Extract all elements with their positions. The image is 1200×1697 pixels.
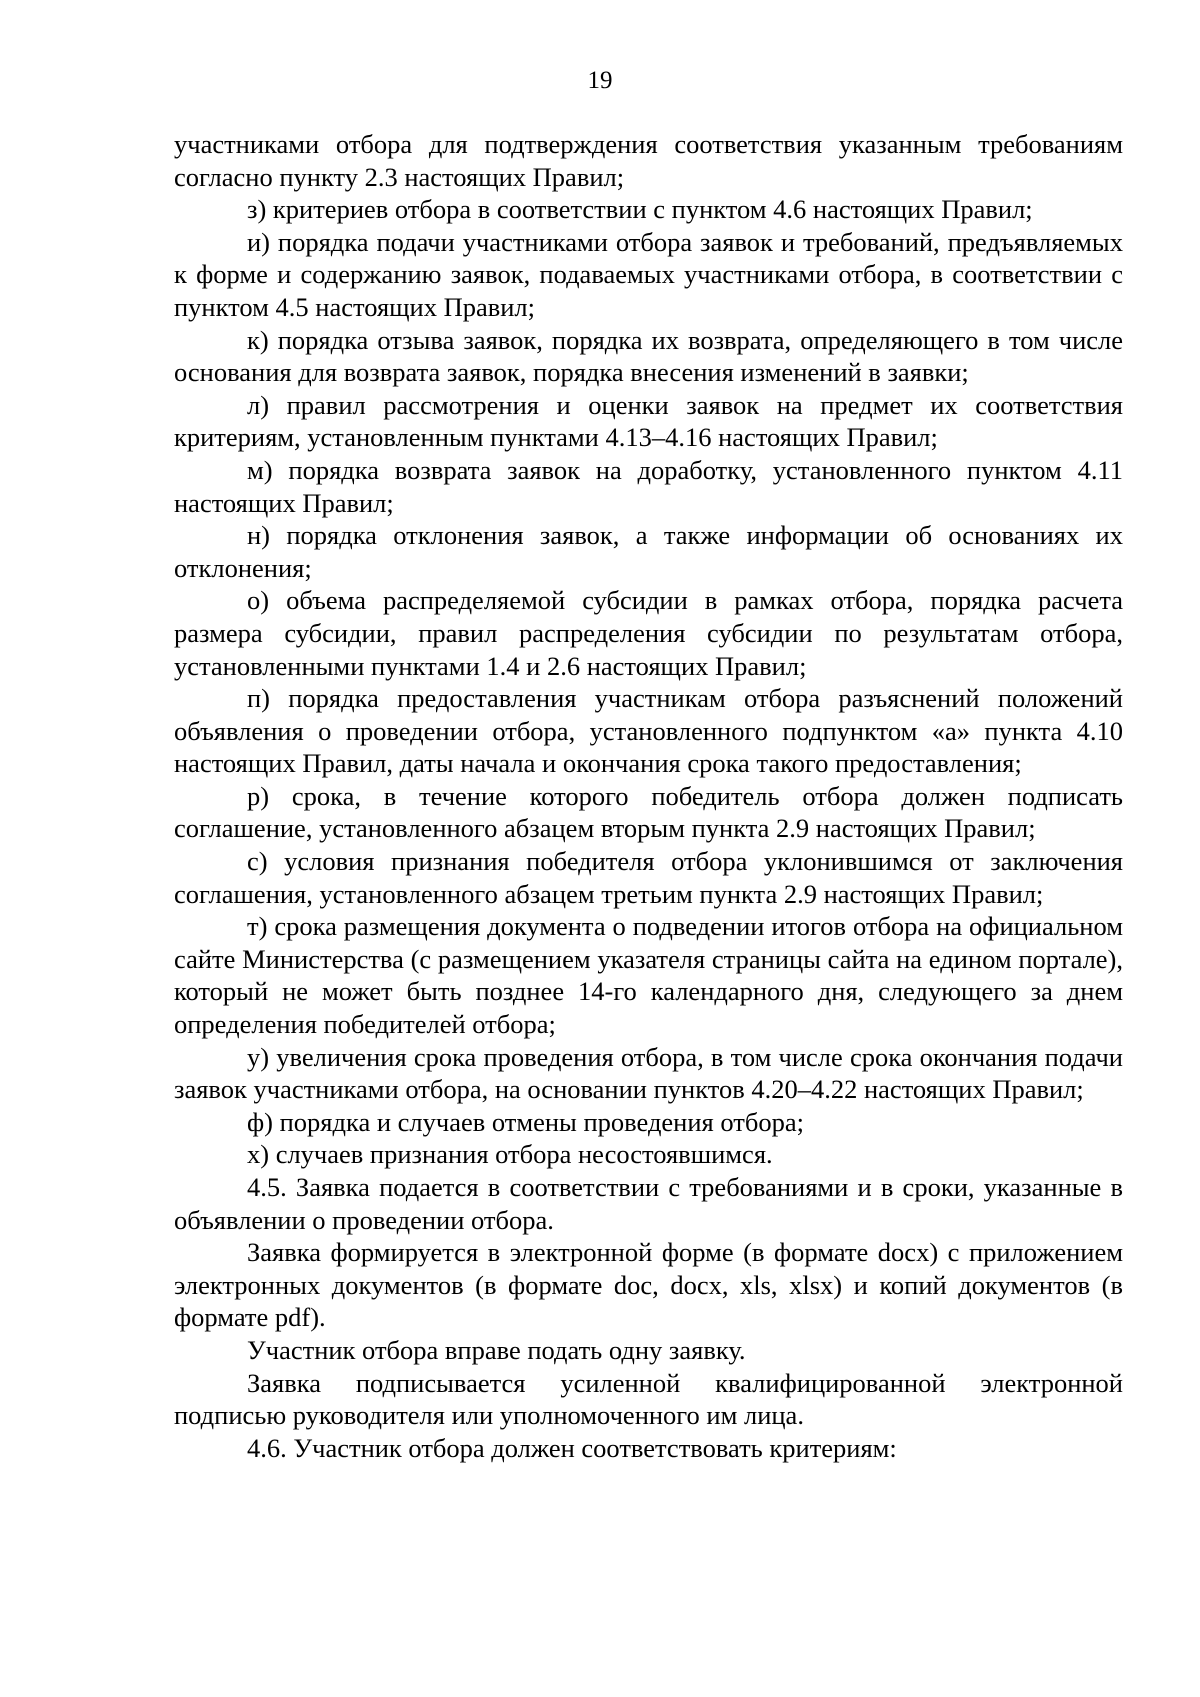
paragraph-item-p: п) порядка предоставления участникам отбора разъяснений положений объявления о проведении отбора, установленного подпунктом «а» пункта 4.10 настоящих Правил, даты начала и окончания срока такого предоставления; <box>174 683 1123 779</box>
paragraph-item-n: н) порядка отклонения заявок, а также информации об основаниях их отклонения; <box>174 520 1123 583</box>
paragraph-item-k: к) порядка отзыва заявок, порядка их возврата, определяющего в том числе основания для возврата заявок, порядка внесения изменений в заявки; <box>174 324 1123 388</box>
paragraph-item-t: т) срока размещения документа о подведении итогов отбора на официальном сайте Министерства (с размещением указателя страницы сайта на едином портале), который не может быть позднее 14-го календарного дня, следующего за днем определения победителей отбора; <box>174 911 1123 1040</box>
paragraph-item-z: з) критериев отбора в соответствии с пунктом 4.6 настоящих Правил; <box>247 194 1033 225</box>
paragraph-one-application: Участник отбора вправе подать одну заявку. <box>247 1334 746 1365</box>
paragraph-item-o: о) объема распределяемой субсидии в рамках отбора, порядка расчета размера субсидии, правил распределения субсидии по результатам отбора, установленными пунктами 1.4 и 2.6 настоящих Правил; <box>174 585 1123 681</box>
paragraph-application-format: Заявка формируется в электронной форме (в формате docx) с приложением электронных документов (в формате doc, docx, xls, xlsx) и копий документов (в формате pdf). <box>174 1237 1123 1333</box>
paragraph-item-l: л) правил рассмотрения и оценки заявок на предмет их соответствия критериям, установленным пунктами 4.13–4.16 настоящих Правил; <box>174 389 1123 453</box>
paragraph-item-s: с) условия признания победителя отбора уклонившимся от заключения соглашения, установленного абзацем третьим пункта 2.9 настоящих Правил; <box>174 846 1123 909</box>
paragraph-signature: Заявка подписывается усиленной квалифицированной электронной подписью руководителя или уполномоченного им лица. <box>174 1367 1123 1431</box>
paragraph-item-i: и) порядка подачи участниками отбора заявок и требований, предъявляемых к форме и содержанию заявок, подаваемых участниками отбора, в соответствии с пунктом 4.5 настоящих Правил; <box>174 226 1123 322</box>
paragraph-item-r: р) срока, в течение которого победитель отбора должен подписать соглашение, установленного абзацем вторым пункта 2.9 настоящих Правил; <box>174 780 1123 844</box>
paragraph-item-u: у) увеличения срока проведения отбора, в том числе срока окончания подачи заявок участниками отбора, на основании пунктов 4.20–4.22 настоящих Правил; <box>174 1041 1123 1105</box>
paragraph-continuation: участниками отбора для подтверждения соответствия указанным требованиям согласно пункту 2.3 настоящих Правил; <box>174 129 1123 192</box>
paragraph-item-kh: х) случаев признания отбора несостоявшимся. <box>247 1139 773 1170</box>
paragraph-section-4-6: 4.6. Участник отбора должен соответствовать критериям: <box>247 1432 897 1463</box>
page-number: 19 <box>587 67 613 94</box>
paragraph-section-4-5: 4.5. Заявка подается в соответствии с требованиями и в сроки, указанные в объявлении о проведении отбора. <box>174 1172 1123 1235</box>
paragraph-item-m: м) порядка возврата заявок на доработку, установленного пунктом 4.11 настоящих Правил; <box>174 454 1123 518</box>
paragraph-item-f: ф) порядка и случаев отмены проведения отбора; <box>247 1106 804 1137</box>
document-body <box>174 128 1123 1464</box>
